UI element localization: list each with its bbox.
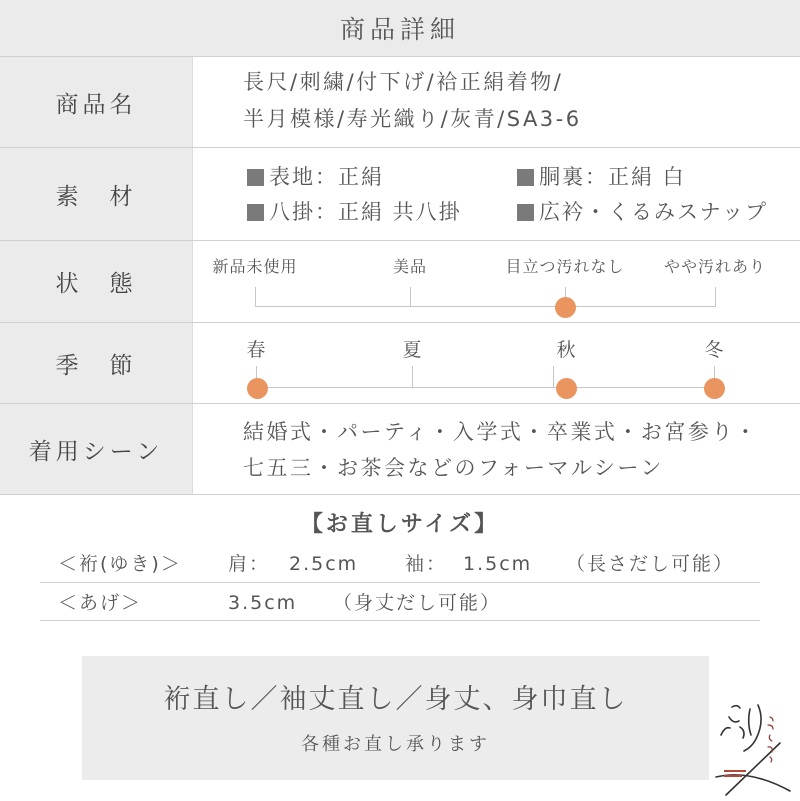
season-option-label: 秋	[556, 339, 576, 361]
season-option-label: 春	[246, 339, 266, 361]
material-item	[247, 198, 462, 226]
condition-option-label: 美品	[392, 257, 428, 276]
season-marker-dot	[247, 378, 268, 399]
product-name-value	[243, 64, 582, 138]
product-name-line: 半月模様/寿光織り/灰青/SA3-6	[243, 107, 582, 131]
season-scale-tick	[553, 366, 554, 387]
square-bullet-icon	[247, 169, 264, 186]
condition-scale-tick	[255, 287, 256, 307]
square-bullet-icon	[517, 204, 534, 221]
condition-row	[0, 241, 800, 323]
service-subtext: 各種お直し承ります	[301, 734, 490, 755]
page-title: 商品詳細	[0, 0, 800, 57]
alteration-title: 【お直しサイズ】	[300, 512, 500, 537]
product-name-label: 商品名	[0, 57, 193, 147]
square-bullet-icon	[517, 169, 534, 186]
material-item	[517, 198, 768, 226]
material-item	[517, 163, 686, 191]
season-scale-line	[256, 387, 714, 388]
condition-label: 状 態	[0, 241, 193, 322]
season-marker-dot	[704, 378, 725, 399]
product-name-line: 長尺/刺繍/付下げ/袷正絹着物/	[243, 70, 564, 94]
season-marker-dot	[556, 378, 577, 399]
service-headline: 裄直し／袖丈直し／身丈、身巾直し	[163, 684, 628, 715]
yuki-note: （長さだし可能）	[566, 553, 735, 575]
alteration-service-box	[82, 656, 709, 780]
season-option-label: 冬	[704, 339, 724, 361]
material-item-text: 表地：正絹	[269, 165, 384, 189]
material-row	[0, 148, 800, 241]
material-item-text: 胴裏：正絹 白	[539, 165, 686, 189]
alteration-divider	[40, 582, 760, 583]
material-item-text: 八掛：正絹 共八掛	[269, 200, 462, 224]
condition-scale-line	[255, 306, 715, 307]
material-item-text: 広衿・くるみスナップ	[539, 200, 769, 224]
square-bullet-icon	[247, 204, 264, 221]
season-row	[0, 323, 800, 404]
condition-scale-tick	[410, 287, 411, 307]
brand-signature-logo-icon	[710, 693, 798, 797]
occasion-value	[243, 414, 758, 486]
age-note: （身丈だし可能）	[333, 592, 502, 614]
material-label: 素 材	[0, 148, 193, 240]
season-option-label: 夏	[402, 339, 422, 361]
product-name-row	[0, 57, 800, 148]
occasion-row	[0, 404, 800, 495]
occasion-line: 七五三・お茶会などのフォーマルシーン	[243, 456, 665, 480]
season-scale-tick	[412, 366, 413, 387]
alteration-divider	[40, 620, 760, 621]
condition-marker-dot	[555, 297, 576, 318]
season-label: 季 節	[0, 323, 193, 403]
condition-option-label: 目立つ汚れなし	[505, 257, 625, 276]
occasion-line: 結婚式・パーティ・入学式・卒業式・お宮参り・	[243, 420, 759, 444]
sleeve-value: 1.5cm	[463, 553, 533, 575]
material-item	[247, 163, 384, 191]
condition-option-label: 新品未使用	[212, 257, 298, 276]
condition-option-label: やや汚れあり	[663, 257, 767, 276]
occasion-label: 着用シーン	[0, 404, 193, 494]
yuki-label: ＜裄(ゆき)＞	[58, 553, 182, 575]
shoulder-label: 肩：	[228, 553, 271, 575]
shoulder-value: 2.5cm	[289, 553, 359, 575]
age-value: 3.5cm	[228, 592, 298, 614]
sleeve-label: 袖：	[405, 553, 448, 575]
age-label: ＜あげ＞	[58, 592, 143, 614]
condition-scale-tick	[715, 287, 716, 307]
